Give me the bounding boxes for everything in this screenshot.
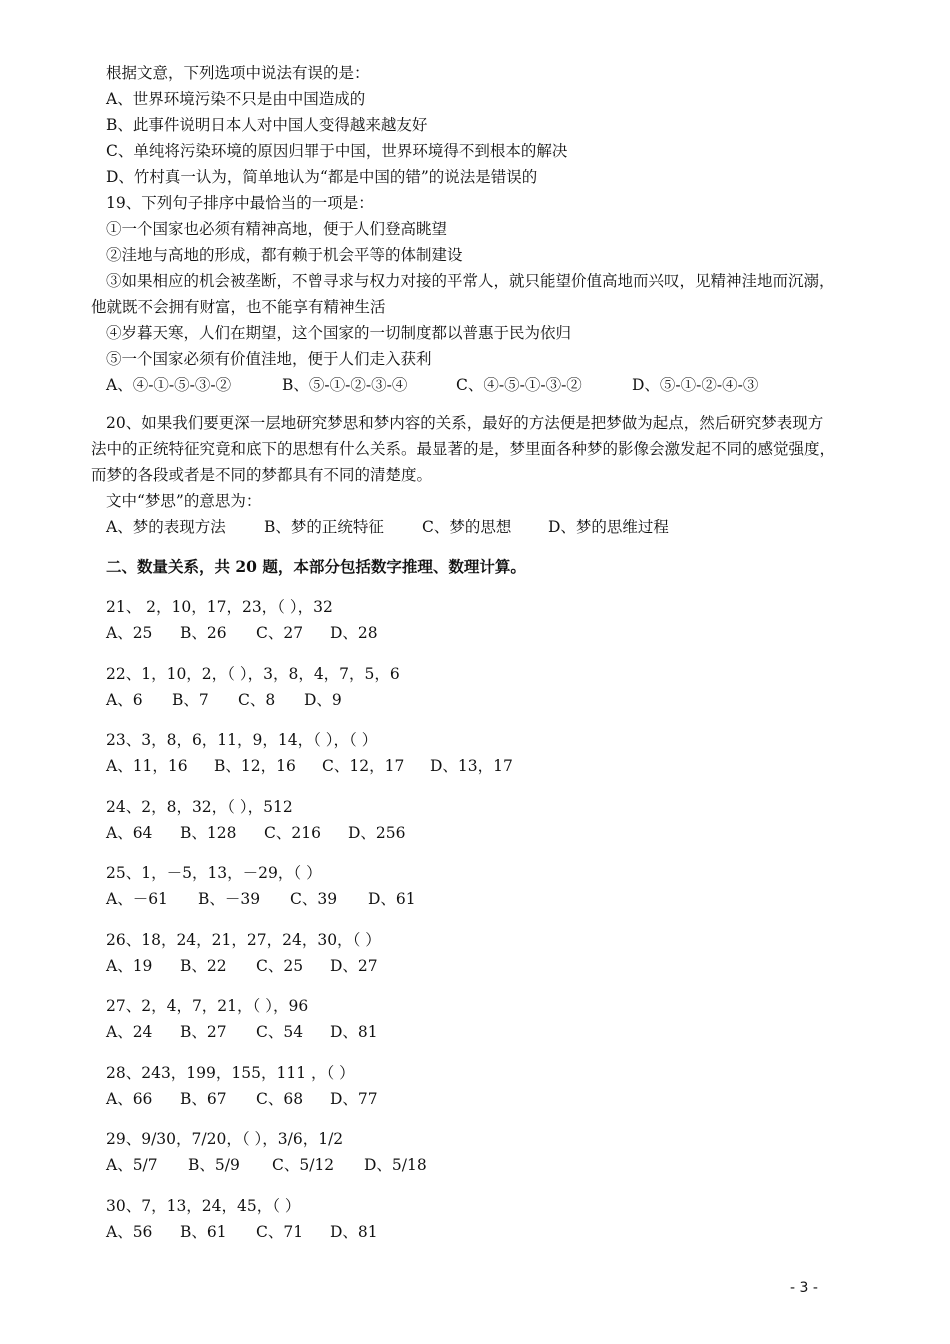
q20-paragraph-3: 而梦的各段或者是不同的梦都具有不同的清楚度。: [91, 466, 433, 484]
section-2-heading: 二、数量关系，共 20 题，本部分包括数字推理、数理计算。: [106, 557, 526, 576]
question-stem: 23、3，8，6，11，9，14，（ ），（ ）: [106, 731, 378, 749]
question-option-d: D、77: [330, 1089, 378, 1108]
question-option-a: A、－61: [106, 890, 168, 908]
question-option-a: A、19: [106, 956, 153, 975]
question-option-b: B、5/9: [188, 1156, 240, 1174]
q19-sentence-2: ②洼地与高地的形成，都有赖于机会平等的体制建设: [106, 246, 463, 264]
question-stem: 27、2，4，7，21，（ ），96: [106, 997, 309, 1015]
q20-option-b: B、梦的正统特征: [264, 518, 384, 536]
question-option-b: B、－39: [198, 890, 261, 908]
question-option-b: B、67: [180, 1089, 227, 1108]
question-option-c: C、39: [290, 890, 338, 908]
question-option-d: D、256: [348, 823, 406, 842]
question-option-a: A、64: [106, 823, 153, 842]
question-stem: 26、18，24，21，27，24，30，（ ）: [106, 930, 381, 949]
q20-paragraph-1: 20、如果我们要更深一层地研究梦思和梦内容的关系，最好的方法便是把梦做为起点，然后研究梦表现方: [106, 414, 824, 432]
question-option-b: B、7: [172, 690, 209, 709]
q18-option-c: C、单纯将污染环境的原因归罪于中国，世界环境得不到根本的解决: [106, 142, 568, 160]
question-stem: 24、2，8，32，（ ），512: [106, 797, 293, 816]
question-option-a: A、66: [106, 1089, 153, 1108]
question-stem: 25、1，－5，13，－29，（ ）: [106, 864, 322, 882]
q19-sentence-3-cont: 他就既不会拥有财富，也不能享有精神生活: [91, 298, 386, 316]
question-option-a: A、24: [106, 1023, 153, 1041]
question-option-c: C、12，17: [322, 757, 405, 775]
q19-option-c: C、④-⑤-①-③-②: [456, 376, 582, 394]
q19-sentence-3: ③如果相应的机会被垄断，不曾寻求与权力对接的平常人，就只能望价值高地而兴叹，见精神洼地而沉溺，: [106, 272, 835, 290]
question-stem: 29、9/30，7/20，（ ），3/6，1/2: [106, 1130, 344, 1148]
q20-option-a: A、梦的表现方法: [106, 518, 226, 536]
question-option-c: C、5/12: [272, 1156, 335, 1174]
question-stem: 21、 2，10，17，23，（ ），32: [106, 598, 333, 616]
question-stem: 30、7，13，24，45，（ ）: [106, 1196, 301, 1215]
question-option-d: D、13，17: [430, 757, 513, 775]
page-number: - 3 -: [790, 1280, 818, 1296]
question-stem: 28、243，199，155，111 ，（ ）: [106, 1063, 355, 1082]
question-option-d: D、27: [330, 956, 378, 975]
question-option-c: C、71: [256, 1222, 304, 1241]
q20-option-c: C、梦的思想: [422, 518, 512, 536]
q18-stem: 根据文意，下列选项中说法有误的是：: [106, 64, 370, 82]
q20-option-d: D、梦的思维过程: [548, 518, 669, 536]
question-option-b: B、12，16: [214, 757, 296, 775]
question-option-d: D、28: [330, 624, 378, 642]
question-option-b: B、128: [180, 823, 237, 842]
question-option-d: D、5/18: [364, 1156, 427, 1174]
question-option-c: C、8: [238, 690, 276, 709]
question-option-c: C、27: [256, 624, 304, 642]
question-option-b: B、27: [180, 1023, 227, 1041]
question-option-a: A、25: [106, 624, 153, 642]
q20-stem: 文中“梦思”的意思为：: [106, 492, 262, 510]
question-option-c: C、25: [256, 956, 304, 975]
question-stem: 22、1，10，2，（ ），3，8，4，7，5，6: [106, 664, 400, 683]
question-option-b: B、26: [180, 624, 227, 642]
question-option-d: D、81: [330, 1023, 378, 1041]
q19-sentence-5: ⑤一个国家必须有价值洼地，便于人们走入获利: [106, 350, 432, 368]
q19-option-b: B、⑤-①-②-③-④: [282, 376, 408, 394]
q19-sentence-1: ①一个国家也必须有精神高地，便于人们登高眺望: [106, 220, 448, 238]
question-option-a: A、56: [106, 1222, 153, 1241]
question-option-a: A、11，16: [106, 757, 188, 775]
question-option-a: A、5/7: [106, 1156, 158, 1174]
q19-sentence-4: ④岁暮天寒，人们在期望，这个国家的一切制度都以普惠于民为依归: [106, 324, 572, 342]
question-option-d: D、81: [330, 1222, 378, 1241]
q19-stem: 19、下列句子排序中最恰当的一项是：: [106, 194, 374, 212]
question-option-a: A、6: [106, 690, 143, 709]
question-option-c: C、68: [256, 1089, 304, 1108]
q18-option-b: B、此事件说明日本人对中国人变得越来越友好: [106, 116, 428, 134]
q20-paragraph-2: 法中的正统特征究竟和底下的思想有什么关系。最显著的是，梦里面各种梦的影像会激发起不同的感觉强度，: [91, 440, 836, 458]
q19-option-a: A、④-①-⑤-③-②: [106, 376, 232, 394]
q18-option-d: D、竹村真一认为，简单地认为“都是中国的错”的说法是错误的: [106, 168, 538, 186]
q19-option-d: D、⑤-①-②-④-③: [632, 376, 759, 394]
question-option-c: C、216: [264, 823, 321, 842]
question-option-d: D、61: [368, 890, 416, 908]
question-option-b: B、61: [180, 1222, 227, 1241]
question-option-b: B、22: [180, 956, 227, 975]
question-option-c: C、54: [256, 1023, 304, 1041]
question-option-d: D、9: [304, 690, 342, 709]
q18-option-a: A、世界环境污染不只是由中国造成的: [106, 90, 366, 108]
